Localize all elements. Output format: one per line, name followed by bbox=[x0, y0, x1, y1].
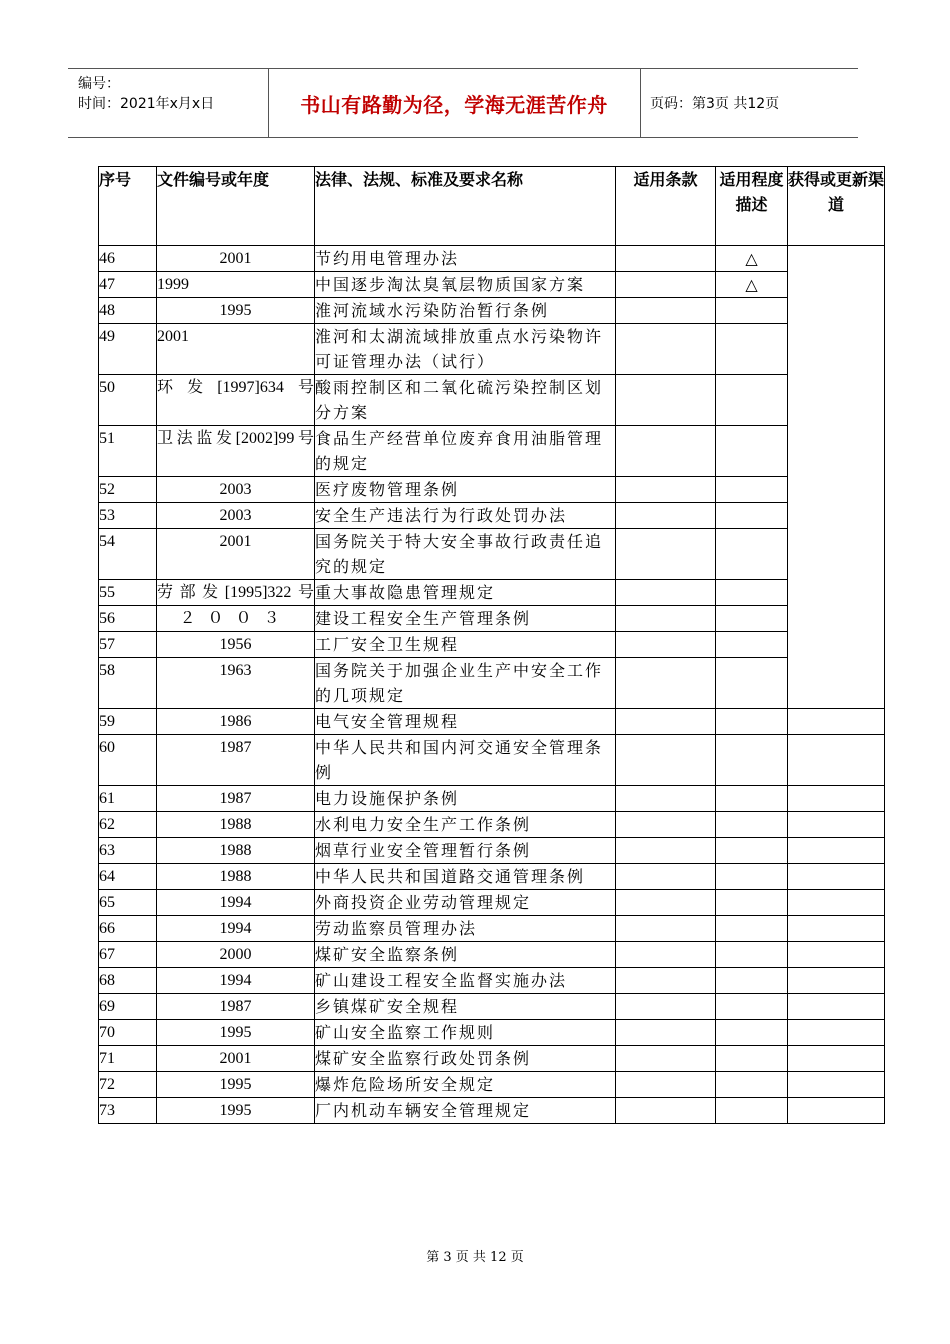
row-year: 2001 bbox=[157, 324, 315, 375]
row-degree bbox=[716, 477, 788, 503]
row-clause bbox=[616, 812, 716, 838]
row-year: 1999 bbox=[157, 272, 315, 298]
table-row bbox=[99, 916, 885, 942]
col-header-channel: 获得或更新渠道 bbox=[788, 167, 885, 246]
row-law-name: 淮河和太湖流域排放重点水污染物许可证管理办法（试行） bbox=[315, 324, 616, 375]
row-clause bbox=[616, 942, 716, 968]
row-degree bbox=[716, 994, 788, 1020]
row-year: 2003 bbox=[157, 477, 315, 503]
row-law-name: 国务院关于特大安全事故行政责任追究的规定 bbox=[315, 529, 616, 580]
row-clause bbox=[616, 864, 716, 890]
row-clause bbox=[616, 632, 716, 658]
row-number: 56 bbox=[99, 606, 157, 632]
row-channel bbox=[788, 1072, 885, 1098]
row-number: 63 bbox=[99, 838, 157, 864]
row-law-name: 煤矿安全监察行政处罚条例 bbox=[315, 1046, 616, 1072]
row-law-name: 水利电力安全生产工作条例 bbox=[315, 812, 616, 838]
table-row bbox=[99, 735, 885, 786]
row-law-name: 国务院关于加强企业生产中安全工作的几项规定 bbox=[315, 658, 616, 709]
row-law-name: 工厂安全卫生规程 bbox=[315, 632, 616, 658]
row-year: 2001 bbox=[157, 529, 315, 580]
row-degree bbox=[716, 426, 788, 477]
row-year: 1994 bbox=[157, 916, 315, 942]
row-degree bbox=[716, 324, 788, 375]
table-body bbox=[99, 246, 885, 1124]
row-year: 2001 bbox=[157, 1046, 315, 1072]
row-channel bbox=[788, 1098, 885, 1124]
header-motto-cell bbox=[268, 69, 641, 137]
doc-number-label: 编号： bbox=[78, 76, 120, 92]
table-row bbox=[99, 812, 885, 838]
row-number: 48 bbox=[99, 298, 157, 324]
table-row bbox=[99, 786, 885, 812]
table-row bbox=[99, 632, 885, 658]
row-year: 1994 bbox=[157, 968, 315, 994]
row-degree bbox=[716, 1046, 788, 1072]
row-clause bbox=[616, 786, 716, 812]
row-year: 2003 bbox=[157, 503, 315, 529]
row-clause bbox=[616, 503, 716, 529]
table-header-row bbox=[99, 167, 885, 246]
row-degree bbox=[716, 1098, 788, 1124]
row-law-name: 乡镇煤矿安全规程 bbox=[315, 994, 616, 1020]
header-meta bbox=[68, 69, 269, 137]
table-row bbox=[99, 1020, 885, 1046]
row-clause bbox=[616, 580, 716, 606]
table-row bbox=[99, 942, 885, 968]
regulations-table bbox=[98, 166, 885, 1124]
row-degree: △ bbox=[716, 272, 788, 298]
row-channel bbox=[788, 916, 885, 942]
row-law-name: 爆炸危险场所安全规定 bbox=[315, 1072, 616, 1098]
row-clause bbox=[616, 272, 716, 298]
row-year: 1988 bbox=[157, 838, 315, 864]
row-law-name: 节约用电管理办法 bbox=[315, 246, 616, 272]
row-number: 61 bbox=[99, 786, 157, 812]
row-year: 环发[1997]634号 bbox=[157, 375, 315, 426]
table-row bbox=[99, 375, 885, 426]
row-law-name: 电气安全管理规程 bbox=[315, 709, 616, 735]
row-channel bbox=[788, 812, 885, 838]
row-year: 1994 bbox=[157, 890, 315, 916]
row-law-name: 劳动监察员管理办法 bbox=[315, 916, 616, 942]
header-page-code: 页码：第3页 共12页 bbox=[650, 96, 780, 112]
row-law-name: 酸雨控制区和二氧化硫污染控制区划分方案 bbox=[315, 375, 616, 426]
row-year: 1995 bbox=[157, 298, 315, 324]
table-row bbox=[99, 580, 885, 606]
table-row bbox=[99, 606, 885, 632]
row-number: 64 bbox=[99, 864, 157, 890]
row-clause bbox=[616, 477, 716, 503]
row-number: 70 bbox=[99, 1020, 157, 1046]
row-law-name: 中华人民共和国道路交通管理条例 bbox=[315, 864, 616, 890]
row-degree: △ bbox=[716, 246, 788, 272]
row-degree bbox=[716, 942, 788, 968]
row-year: 2001 bbox=[157, 246, 315, 272]
row-clause bbox=[616, 375, 716, 426]
row-number: 66 bbox=[99, 916, 157, 942]
row-clause bbox=[616, 735, 716, 786]
table-row bbox=[99, 1098, 885, 1124]
row-degree bbox=[716, 968, 788, 994]
row-degree bbox=[716, 916, 788, 942]
row-clause bbox=[616, 916, 716, 942]
page-footer: 第 3 页 共 12 页 bbox=[426, 1250, 524, 1265]
row-degree bbox=[716, 606, 788, 632]
table-row bbox=[99, 709, 885, 735]
row-number: 67 bbox=[99, 942, 157, 968]
row-law-name: 中国逐步淘汰臭氧层物质国家方案 bbox=[315, 272, 616, 298]
row-year: 1987 bbox=[157, 735, 315, 786]
row-degree bbox=[716, 812, 788, 838]
row-degree bbox=[716, 298, 788, 324]
row-degree bbox=[716, 864, 788, 890]
row-year: 1995 bbox=[157, 1020, 315, 1046]
row-number: 51 bbox=[99, 426, 157, 477]
table-row bbox=[99, 298, 885, 324]
header-motto: 书山有路勤为径，学海无涯苦作舟 bbox=[300, 92, 608, 117]
row-year: 1995 bbox=[157, 1098, 315, 1124]
row-year: 2000 bbox=[157, 942, 315, 968]
table-row bbox=[99, 503, 885, 529]
row-number: 55 bbox=[99, 580, 157, 606]
row-degree bbox=[716, 375, 788, 426]
row-clause bbox=[616, 324, 716, 375]
row-law-name: 煤矿安全监察条例 bbox=[315, 942, 616, 968]
row-number: 50 bbox=[99, 375, 157, 426]
row-clause bbox=[616, 838, 716, 864]
row-law-name: 淮河流域水污染防治暂行条例 bbox=[315, 298, 616, 324]
row-number: 62 bbox=[99, 812, 157, 838]
row-clause bbox=[616, 1046, 716, 1072]
row-degree bbox=[716, 838, 788, 864]
row-channel bbox=[788, 735, 885, 786]
header-page-cell bbox=[640, 69, 858, 137]
row-clause bbox=[616, 529, 716, 580]
table-row bbox=[99, 890, 885, 916]
row-year: 劳部发[1995]322号 bbox=[157, 580, 315, 606]
row-number: 60 bbox=[99, 735, 157, 786]
row-number: 69 bbox=[99, 994, 157, 1020]
row-channel bbox=[788, 838, 885, 864]
row-clause bbox=[616, 246, 716, 272]
row-degree bbox=[716, 735, 788, 786]
row-number: 54 bbox=[99, 529, 157, 580]
row-year: 1987 bbox=[157, 786, 315, 812]
row-year: 1986 bbox=[157, 709, 315, 735]
row-year: 1987 bbox=[157, 994, 315, 1020]
row-degree bbox=[716, 786, 788, 812]
row-number: 47 bbox=[99, 272, 157, 298]
table-row bbox=[99, 838, 885, 864]
row-number: 53 bbox=[99, 503, 157, 529]
row-year: 1995 bbox=[157, 1072, 315, 1098]
row-channel bbox=[788, 1020, 885, 1046]
row-year: 1988 bbox=[157, 812, 315, 838]
table-row bbox=[99, 658, 885, 709]
col-header-year: 文件编号或年度 bbox=[157, 167, 315, 246]
row-number: 72 bbox=[99, 1072, 157, 1098]
row-clause bbox=[616, 709, 716, 735]
time-label: 时间：2021年x月x日 bbox=[78, 96, 215, 112]
row-number: 58 bbox=[99, 658, 157, 709]
row-year: 1956 bbox=[157, 632, 315, 658]
row-degree bbox=[716, 890, 788, 916]
row-number: 46 bbox=[99, 246, 157, 272]
row-law-name: 电力设施保护条例 bbox=[315, 786, 616, 812]
row-degree bbox=[716, 658, 788, 709]
row-number: 65 bbox=[99, 890, 157, 916]
table-row bbox=[99, 477, 885, 503]
table-row bbox=[99, 529, 885, 580]
row-clause bbox=[616, 658, 716, 709]
row-degree bbox=[716, 632, 788, 658]
page-header bbox=[68, 68, 858, 138]
row-law-name: 矿山建设工程安全监督实施办法 bbox=[315, 968, 616, 994]
row-degree bbox=[716, 580, 788, 606]
row-law-name: 矿山安全监察工作规则 bbox=[315, 1020, 616, 1046]
row-number: 57 bbox=[99, 632, 157, 658]
row-clause bbox=[616, 1020, 716, 1046]
row-year: 1963 bbox=[157, 658, 315, 709]
row-year: 1988 bbox=[157, 864, 315, 890]
row-number: 68 bbox=[99, 968, 157, 994]
row-year: ２００３ bbox=[157, 606, 315, 632]
row-law-name: 烟草行业安全管理暂行条例 bbox=[315, 838, 616, 864]
row-number: 52 bbox=[99, 477, 157, 503]
row-year: 卫法监发[2002]99号 bbox=[157, 426, 315, 477]
table-row bbox=[99, 864, 885, 890]
row-clause bbox=[616, 298, 716, 324]
row-number: 59 bbox=[99, 709, 157, 735]
col-header-degree: 适用程度描述 bbox=[716, 167, 788, 246]
row-law-name: 重大事故隐患管理规定 bbox=[315, 580, 616, 606]
row-channel bbox=[788, 709, 885, 735]
row-law-name: 厂内机动车辆安全管理规定 bbox=[315, 1098, 616, 1124]
table-row bbox=[99, 1072, 885, 1098]
table-row bbox=[99, 968, 885, 994]
row-clause bbox=[616, 994, 716, 1020]
row-law-name: 建设工程安全生产管理条例 bbox=[315, 606, 616, 632]
row-channel bbox=[788, 994, 885, 1020]
row-clause bbox=[616, 968, 716, 994]
row-number: 71 bbox=[99, 1046, 157, 1072]
table-row bbox=[99, 426, 885, 477]
row-clause bbox=[616, 606, 716, 632]
row-number: 49 bbox=[99, 324, 157, 375]
table-row bbox=[99, 324, 885, 375]
row-channel bbox=[788, 890, 885, 916]
table-row bbox=[99, 272, 885, 298]
row-law-name: 医疗废物管理条例 bbox=[315, 477, 616, 503]
row-channel bbox=[788, 968, 885, 994]
col-header-no: 序号 bbox=[99, 167, 157, 246]
table-row bbox=[99, 1046, 885, 1072]
row-channel bbox=[788, 864, 885, 890]
row-clause bbox=[616, 1098, 716, 1124]
row-clause bbox=[616, 890, 716, 916]
row-channel bbox=[788, 1046, 885, 1072]
col-header-name: 法律、法规、标准及要求名称 bbox=[315, 167, 616, 246]
row-number: 73 bbox=[99, 1098, 157, 1124]
row-law-name: 食品生产经营单位废弃食用油脂管理的规定 bbox=[315, 426, 616, 477]
row-law-name: 安全生产违法行为行政处罚办法 bbox=[315, 503, 616, 529]
row-degree bbox=[716, 529, 788, 580]
row-law-name: 外商投资企业劳动管理规定 bbox=[315, 890, 616, 916]
table-row bbox=[99, 994, 885, 1020]
row-channel bbox=[788, 942, 885, 968]
row-law-name: 中华人民共和国内河交通安全管理条例 bbox=[315, 735, 616, 786]
row-clause bbox=[616, 1072, 716, 1098]
row-degree bbox=[716, 503, 788, 529]
row-degree bbox=[716, 1020, 788, 1046]
col-header-clause: 适用条款 bbox=[616, 167, 716, 246]
table-row bbox=[99, 246, 885, 272]
row-degree bbox=[716, 1072, 788, 1098]
row-channel bbox=[788, 786, 885, 812]
row-clause bbox=[616, 426, 716, 477]
row-channel bbox=[788, 246, 885, 709]
row-degree bbox=[716, 709, 788, 735]
